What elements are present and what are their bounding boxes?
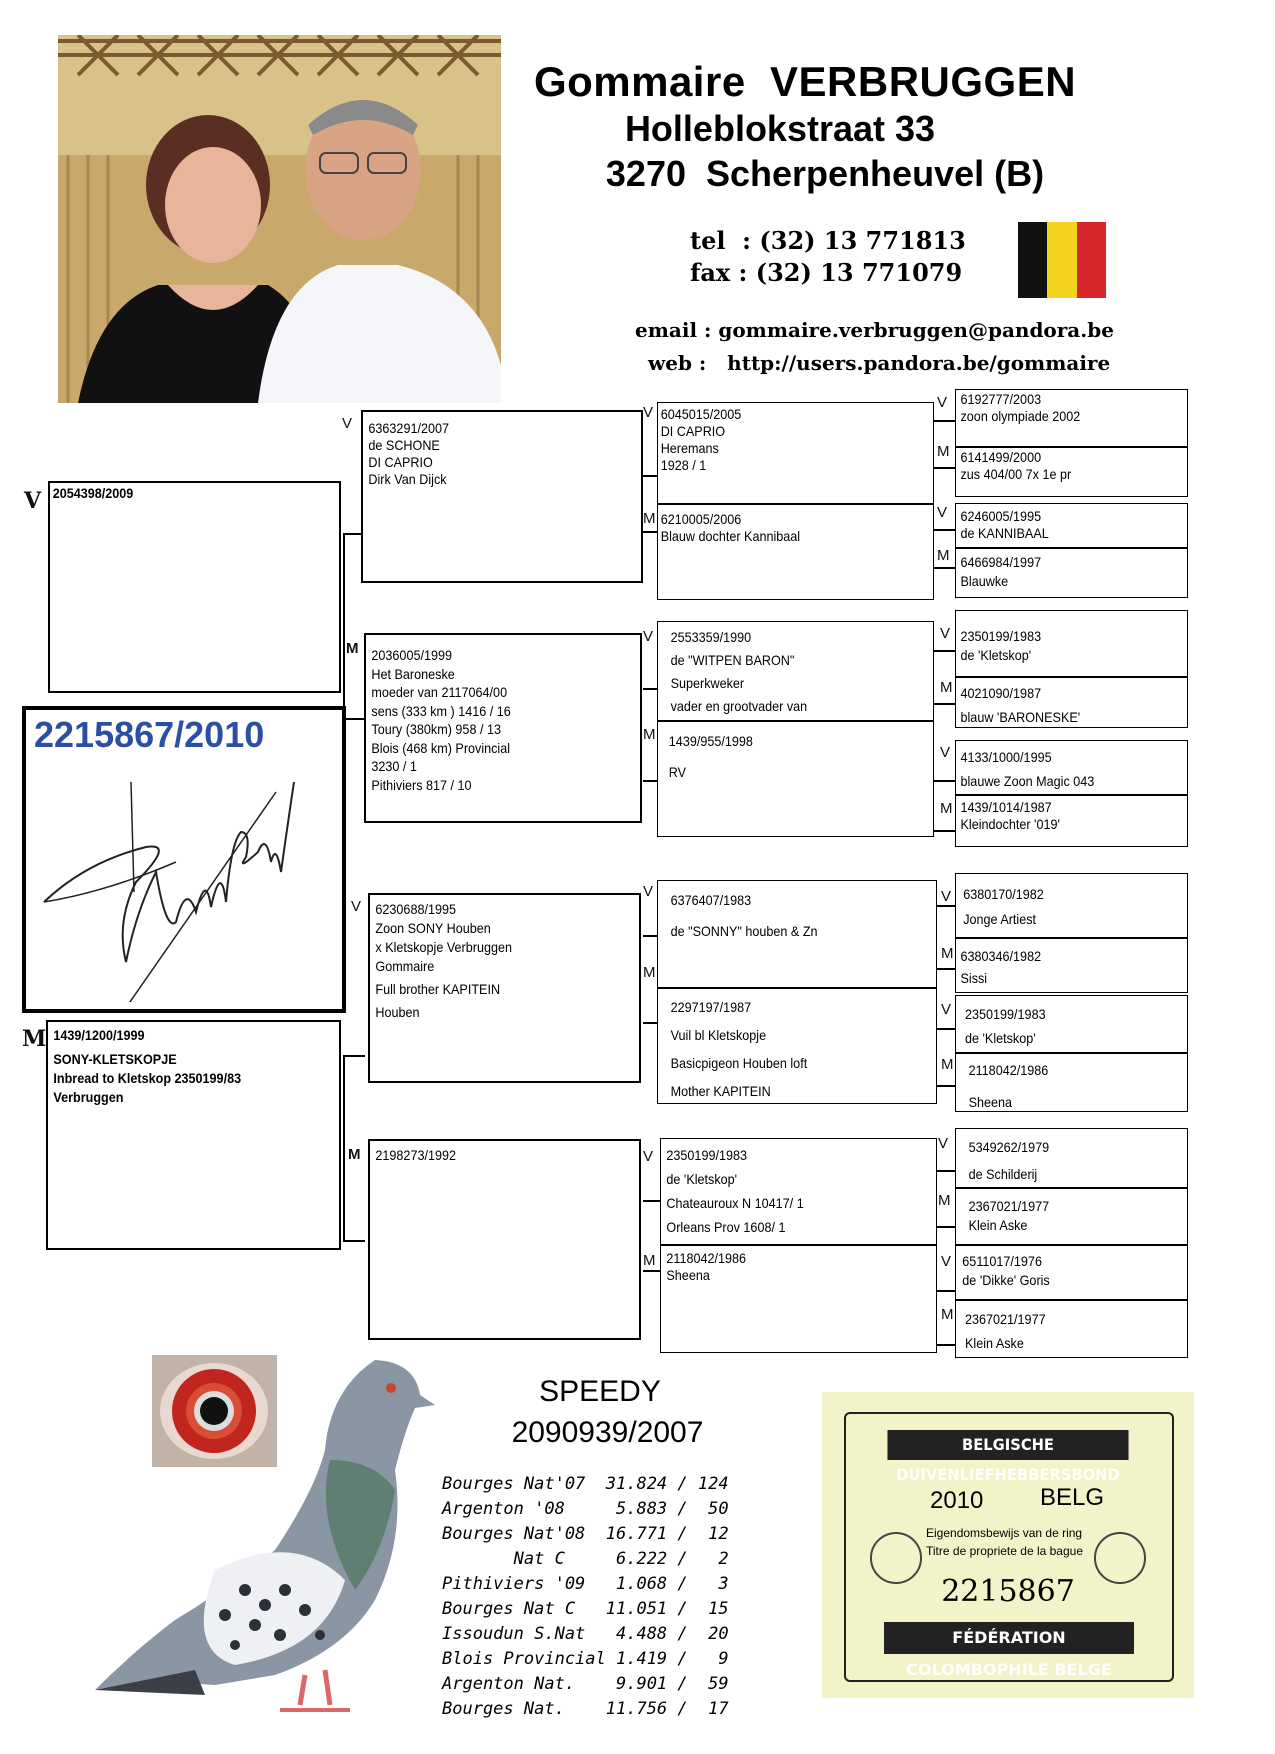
subject-ring: 2215867/2010 <box>34 714 265 755</box>
g4-line: 5349262/1979 <box>968 1139 1050 1155</box>
g4-box <box>955 995 1188 1053</box>
result-row: Bourges Nat C 11.051 / 15 <box>442 1599 729 1619</box>
result-row: Pithiviers '09 1.068 / 3 <box>442 1574 729 1594</box>
g3-marker: M <box>643 964 656 981</box>
g4-box <box>955 938 1188 993</box>
g4-marker: M <box>938 1192 951 1209</box>
result-row: Nat C 6.222 / 2 <box>442 1549 729 1569</box>
g3-box-mmf <box>660 1138 937 1245</box>
g4-line: de 'Kletskop' <box>960 647 1032 663</box>
g3-line: de "SONNY" houben & Zn <box>670 923 818 939</box>
result-row: Blois Provincial 1.419 / 9 <box>442 1649 729 1669</box>
pigeon-image <box>75 1350 435 1720</box>
mf-line: Zoon SONY Houben <box>375 920 491 936</box>
g3-box-mfm <box>657 988 937 1104</box>
g3-line: 2297197/1987 <box>670 999 752 1015</box>
g4-line: Klein Aske <box>965 1335 1024 1351</box>
ring-certificate <box>822 1392 1194 1698</box>
mother-note: Inbread to Kletskop 2350199/83 <box>53 1070 242 1086</box>
owner-fax: fax : (32) 13 771079 <box>690 258 963 287</box>
mf-line: x Kletskopje Verbruggen <box>375 939 512 955</box>
result-row: Argenton Nat. 9.901 / 59 <box>442 1674 729 1694</box>
g4-box <box>955 677 1188 728</box>
fm-line: 2036005/1999 <box>371 647 452 663</box>
g3-line: 6045015/2005 <box>660 406 742 422</box>
g4-marker: V <box>941 888 952 905</box>
maternal-granddam-box <box>368 1139 641 1340</box>
mother-box <box>46 1020 341 1250</box>
certificate-country: BELG <box>1040 1484 1105 1511</box>
g3-marker: M <box>643 510 656 527</box>
fm-line: sens (333 km ) 1416 / 16 <box>371 702 511 719</box>
g3-box-fmm <box>657 721 934 837</box>
g3-box-fmf <box>657 621 934 721</box>
g4-box <box>955 1245 1188 1300</box>
g4-marker: V <box>941 1001 952 1018</box>
g4-line: Kleindochter '019' <box>960 816 1060 832</box>
speedy-ring: 2090939/2007 <box>511 1416 704 1449</box>
g3-marker: V <box>643 404 654 421</box>
paternal-grandsire-box <box>361 410 643 583</box>
result-row: Bourges Nat'07 31.824 / 124 <box>442 1474 729 1494</box>
g3-line: Basicpigeon Houben loft <box>670 1055 808 1071</box>
result-row: Issoudun S.Nat 4.488 / 20 <box>442 1624 729 1644</box>
g4-line: blauw 'BARONESKE' <box>960 709 1081 725</box>
g4-line: 4133/1000/1995 <box>960 749 1052 765</box>
ff-marker: V <box>342 415 353 432</box>
father-marker: V <box>24 488 42 514</box>
g4-box <box>955 1300 1188 1358</box>
mm-line: 2198273/1992 <box>375 1147 456 1163</box>
g4-marker: M <box>941 1306 954 1323</box>
g3-line: Heremans <box>660 440 719 456</box>
g4-marker: V <box>940 625 951 642</box>
g4-line: 6380346/1982 <box>960 948 1042 964</box>
g4-line: blauwe Zoon Magic 043 <box>960 773 1095 789</box>
certificate-year: 2010 <box>930 1487 984 1514</box>
g4-marker: V <box>937 504 948 521</box>
g3-line: Orleans Prov 1608/ 1 <box>666 1219 786 1235</box>
g4-box <box>955 389 1188 447</box>
owner-tel: tel : (32) 13 771813 <box>690 226 966 255</box>
certificate-line1: Eigendomsbewijs van de ring <box>926 1526 1083 1540</box>
result-row: Argenton '08 5.883 / 50 <box>442 1499 729 1519</box>
ff-line: 6363291/2007 <box>368 420 449 436</box>
g3-line: 1439/955/1998 <box>668 733 753 749</box>
g3-marker: V <box>643 628 654 645</box>
g3-line: Vuil bl Kletskopje <box>670 1027 767 1043</box>
mf-line: 6230688/1995 <box>375 901 456 917</box>
g3-box-mmm <box>660 1245 937 1353</box>
g4-box <box>955 610 1188 677</box>
g4-marker: V <box>938 1135 949 1152</box>
mf-line: Gommaire <box>375 958 435 974</box>
owner-city: 3270 Scherpenheuvel (B) <box>605 153 1045 194</box>
g4-marker: M <box>937 547 950 564</box>
mother-ring: 1439/1200/1999 <box>53 1027 145 1043</box>
g4-box <box>955 795 1188 847</box>
g4-line: 2350199/1983 <box>960 628 1042 644</box>
mm-marker: M <box>348 1146 361 1163</box>
g4-line: 1439/1014/1987 <box>960 799 1052 815</box>
g4-box <box>955 1053 1188 1112</box>
g4-line: 6192777/2003 <box>960 391 1042 407</box>
g3-line: Sheena <box>666 1267 710 1283</box>
g4-box <box>955 503 1188 548</box>
maternal-grandsire-box <box>368 893 641 1083</box>
g4-box <box>955 1188 1188 1245</box>
g4-marker: V <box>940 744 951 761</box>
ff-line: DI CAPRIO <box>368 454 433 470</box>
g4-line: 6511017/1976 <box>962 1253 1042 1269</box>
g3-line: 2118042/1986 <box>666 1250 747 1266</box>
belgian-flag <box>1018 222 1106 298</box>
g3-line: 2350199/1983 <box>666 1147 747 1163</box>
mother-marker: M <box>22 1026 47 1052</box>
certificate-top: BELGISCHE DUIVENLIEFHEBBERSBOND <box>887 1430 1128 1460</box>
mf-line: Full brother KAPITEIN <box>375 981 501 997</box>
g3-line: de "WITPEN BARON" <box>670 652 795 668</box>
owner-name: Gommaire VERBRUGGEN <box>533 58 1077 105</box>
g4-line: zoon olympiade 2002 <box>960 408 1081 424</box>
mf-marker: V <box>351 898 362 915</box>
mother-name: SONY-KLETSKOPJE <box>53 1051 177 1067</box>
g4-line: 4021090/1987 <box>960 685 1042 701</box>
g4-line: Sissi <box>960 970 988 986</box>
signature <box>26 762 342 1002</box>
g4-line: 6466984/1997 <box>960 554 1042 570</box>
g4-line: 6246005/1995 <box>960 508 1042 524</box>
speedy-name: SPEEDY <box>539 1375 661 1408</box>
g4-box <box>955 1128 1188 1188</box>
g4-line: 2350199/1983 <box>965 1006 1046 1022</box>
subject-box <box>22 706 346 1013</box>
mf-line: Houben <box>375 1004 420 1020</box>
g4-line: Blauwke <box>960 573 1009 589</box>
owner-photo <box>58 35 501 403</box>
g4-line: 6380170/1982 <box>963 886 1044 902</box>
owner-web[interactable]: web : http://users.pandora.be/gommaire <box>648 351 1111 375</box>
g3-line: Blauw dochter Kannibaal <box>660 528 801 544</box>
fm-line: Pithiviers 817 / 10 <box>371 776 472 793</box>
g4-box <box>955 873 1188 938</box>
certificate-bottom: FÉDÉRATION COLOMBOPHILE BELGE <box>884 1622 1134 1654</box>
g3-box-mff <box>657 880 937 988</box>
mother-breeder: Verbruggen <box>53 1089 124 1105</box>
g3-line: Chateauroux N 10417/ 1 <box>666 1195 804 1211</box>
speedy-results <box>442 1472 729 1722</box>
g3-marker: V <box>643 883 654 900</box>
g3-marker: V <box>643 1148 654 1165</box>
g4-line: Jonge Artiest <box>963 911 1037 927</box>
g4-marker: M <box>941 1056 954 1073</box>
g4-marker: M <box>940 800 953 817</box>
g4-marker: V <box>941 1253 952 1270</box>
g3-line: 6376407/1983 <box>670 892 752 908</box>
g4-marker: M <box>941 945 954 962</box>
certificate-line2: Titre de propriete de la bague <box>926 1544 1083 1558</box>
fm-line: moeder van 2117064/00 <box>371 684 508 700</box>
g4-line: de KANNIBAAL <box>960 525 1049 541</box>
g4-marker: M <box>940 679 953 696</box>
g4-line: 2118042/1986 <box>968 1062 1049 1078</box>
g3-marker: M <box>643 726 656 743</box>
g4-line: Sheena <box>968 1094 1013 1110</box>
g4-box <box>955 548 1188 598</box>
owner-street: Holleblokstraat 33 <box>624 108 936 149</box>
g3-line: 1928 / 1 <box>660 457 707 473</box>
g4-line: 2367021/1977 <box>968 1198 1050 1214</box>
fm-line: Toury (380km) 958 / 13 <box>371 721 501 737</box>
g3-box-ffm <box>657 504 934 600</box>
g3-line: de 'Kletskop' <box>666 1171 738 1187</box>
g4-line: de 'Dikke' Goris <box>962 1272 1050 1288</box>
certificate-number: 2215867 <box>941 1574 1075 1609</box>
fm-line: Blois (468 km) Provincial <box>371 739 511 756</box>
fm-line: Het Baroneske <box>371 665 455 682</box>
g3-marker: M <box>643 1252 656 1269</box>
g3-line: DI CAPRIO <box>660 423 726 439</box>
ff-line: de SCHONE <box>368 437 440 453</box>
g4-line: Klein Aske <box>968 1217 1028 1233</box>
result-row: Bourges Nat. 11.756 / 17 <box>442 1699 729 1719</box>
g3-box-fff <box>657 402 934 504</box>
owner-email[interactable]: email : gommaire.verbruggen@pandora.be <box>635 318 1114 342</box>
paternal-granddam-box <box>364 633 642 823</box>
g4-box <box>955 740 1188 795</box>
g4-marker: V <box>937 394 948 411</box>
g3-line: 2553359/1990 <box>670 629 752 645</box>
g4-box <box>955 447 1188 497</box>
ff-line: Dirk Van Dijck <box>368 471 447 487</box>
g4-line: 6141499/2000 <box>960 449 1042 465</box>
result-row: Bourges Nat'08 16.771 / 12 <box>442 1524 729 1544</box>
g3-line: Superkweker <box>670 675 745 691</box>
g4-line: 2367021/1977 <box>965 1311 1046 1327</box>
fm-marker: M <box>346 640 359 657</box>
g3-line: RV <box>668 764 687 780</box>
g4-line: de 'Kletskop' <box>965 1030 1036 1046</box>
fm-line: 3230 / 1 <box>371 758 417 774</box>
father-box <box>48 481 341 693</box>
g4-marker: M <box>937 443 950 460</box>
father-ring: 2054398/2009 <box>52 485 134 501</box>
g4-line: de Schilderij <box>968 1166 1038 1182</box>
g3-line: vader en grootvader van <box>670 698 808 714</box>
g4-line: zus 404/00 7x 1e pr <box>960 466 1072 482</box>
g3-line: Mother KAPITEIN <box>670 1083 771 1099</box>
g3-line: 6210005/2006 <box>660 511 742 527</box>
